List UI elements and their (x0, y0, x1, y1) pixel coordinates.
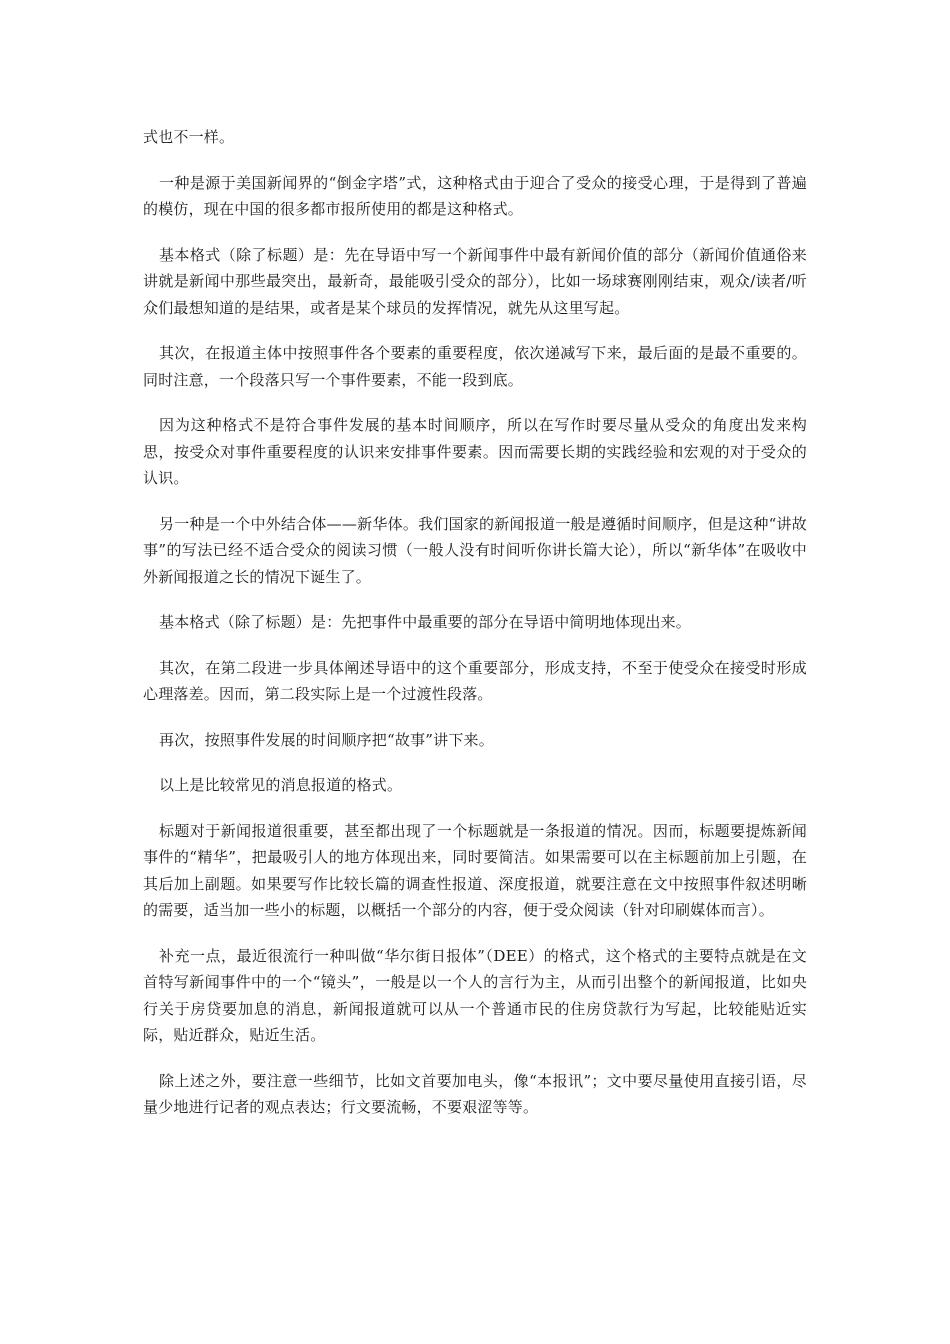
paragraph-xinhua-style: 另一种是一个中外结合体——新华体。我们国家的新闻报道一般是遵循时间顺序，但是这种“讲故事”的写法已经不适合受众的阅读习惯（一般人没有时间听你讲长篇大论），所以“新华体”在吸收中外新闻报道之长的情况下诞生了。 (143, 514, 807, 586)
paragraph-audience-perspective: 因为这种格式不是符合事件发展的基本时间顺序，所以在写作时要尽量从受众的角度出发来构思，按受众对事件重要程度的认识来安排事件要素。因而需要长期的实践经验和宏观的对于受众的认识。 (143, 416, 807, 487)
paragraph-basic-format-2: 基本格式（除了标题）是：先把事件中最重要的部分在导语中简明地体现出来。 (159, 613, 692, 631)
paragraph-details: 除上述之外，要注意一些细节，比如文首要加电头，像“本报讯”；文中要尽量使用直接引语，尽量少地进行记者的观点表达；行文要流畅，不要艰涩等等。 (143, 1071, 807, 1116)
paragraph-summary: 以上是比较常见的消息报道的格式。 (159, 776, 403, 794)
paragraph-body-order: 其次，在报道主体中按照事件各个要素的重要程度，依次递减写下来，最后面的是最不重要的。同时注意，一个段落只写一个事件要素，不能一段到底。 (143, 344, 807, 389)
paragraph-basic-format-1: 基本格式（除了标题）是：先在导语中写一个新闻事件中最有新闻价值的部分（新闻价值通俗来讲就是新闻中那些最突出，最新奇，最能吸引受众的部分），比如一场球赛刚刚结束，观众/读者/听众们最想知道的是结果，或者是某个球员的发挥情况，就先从这里写起。 (143, 245, 807, 317)
paragraph-time-order: 再次，按照事件发展的时间顺序把“故事”讲下来。 (159, 730, 494, 749)
paragraph-second-section: 其次，在第二段进一步具体阐述导语中的这个重要部分，形成支持，不至于使受众在接受时形成心理落差。因而，第二段实际上是一个过渡性段落。 (143, 658, 807, 703)
paragraph-headlines: 标题对于新闻报道很重要，甚至都出现了一个标题就是一条报道的情况。因而，标题要提炼新闻事件的“精华”，把最吸引人的地方体现出来，同时要简洁。如果需要可以在主标题前加上引题，在其后加上副题。如果要写作比较长篇的调查性报道、深度报道，就要注意在文中按照事件叙述明晰的需要，适当加一些小的标题，以概括一个部分的内容，便于受众阅读（针对印刷媒体而言）。 (143, 821, 807, 919)
paragraph-continuation: 式也不一样。 (143, 128, 235, 146)
paragraph-wsj-style: 补充一点，最近很流行一种叫做“华尔街日报体”（DEE）的格式，这个格式的主要特点就是在文首特写新闻事件中的一个“镜头”，一般是以一个人的言行为主，从而引出整个的新闻报道，比如央行关于房贷要加息的消息，新闻报道就可以从一个普通市民的住房贷款行为写起，比较能贴近实际，贴近群众，贴近生活。 (143, 946, 807, 1044)
document-page (143, 124, 807, 1140)
paragraph-inverted-pyramid: 一种是源于美国新闻界的“倒金字塔”式，这种格式由于迎合了受众的接受心理，于是得到了普遍的模仿，现在中国的很多都市报所使用的都是这种格式。 (143, 173, 807, 218)
